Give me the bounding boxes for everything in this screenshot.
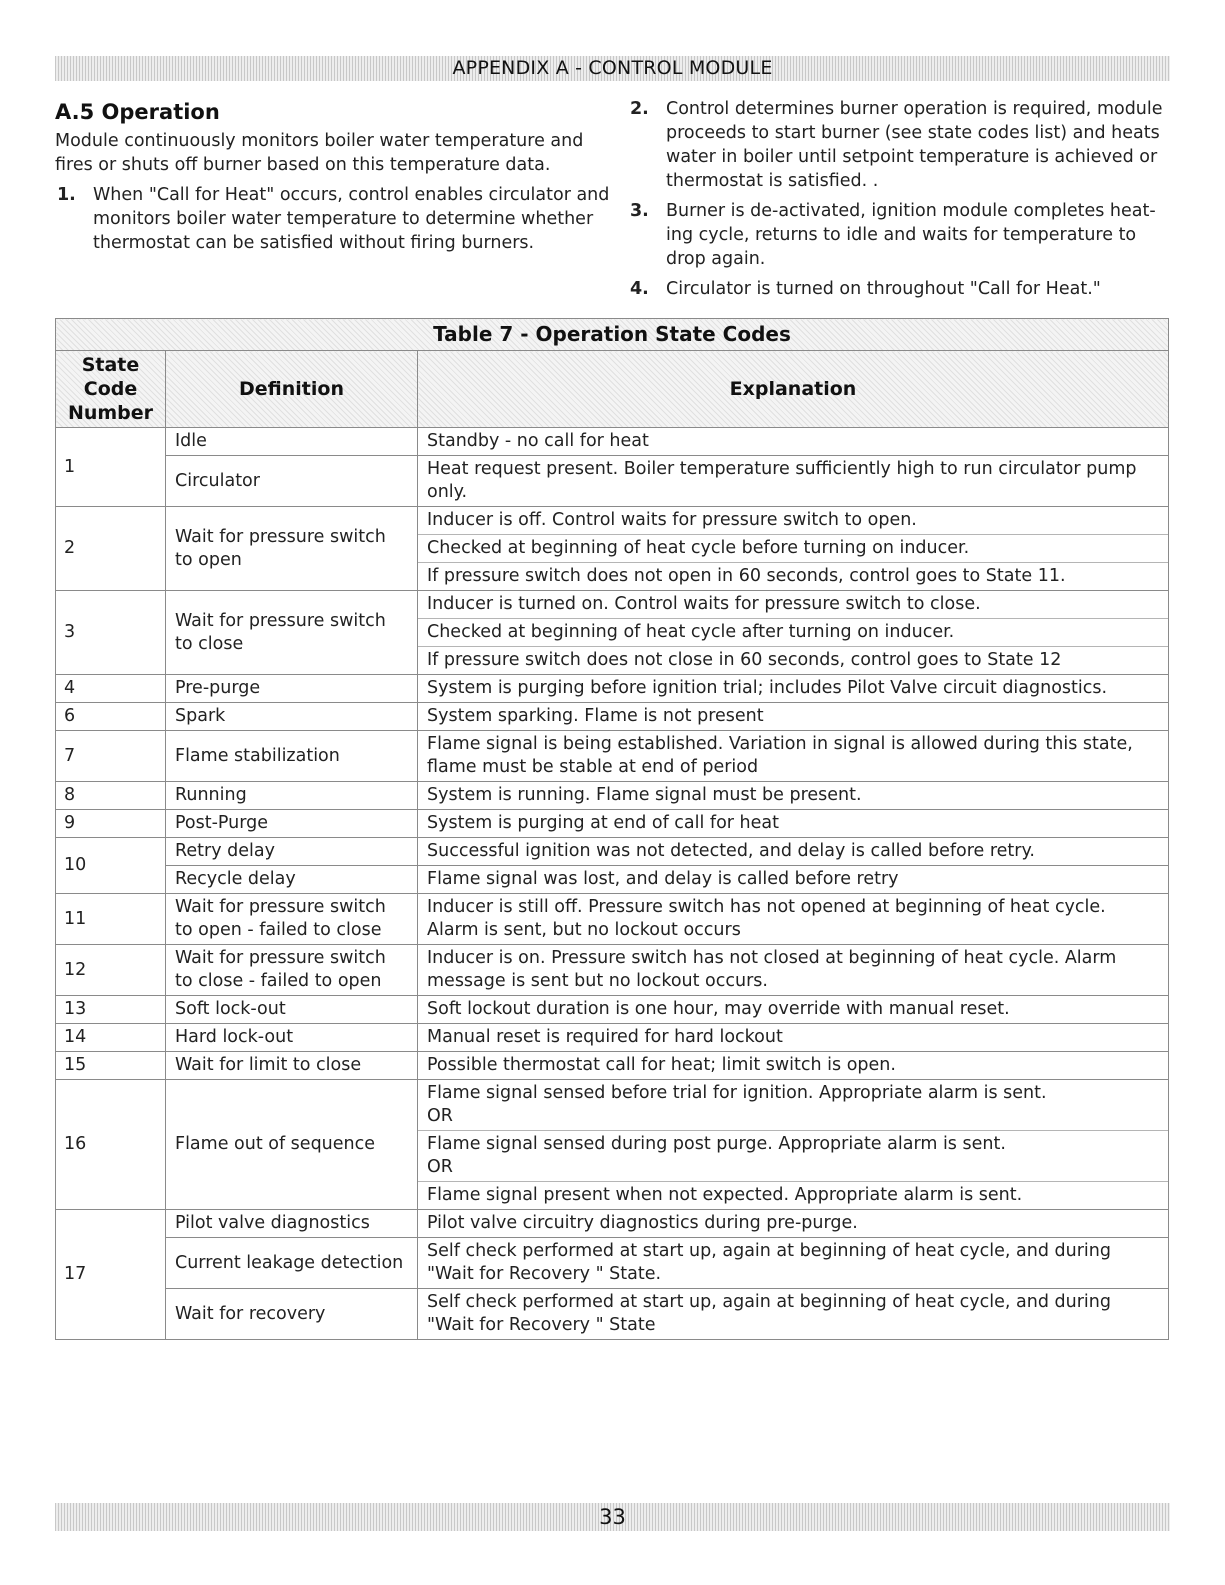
explanation-line: Flame signal present when not expected. Appropriate alarm is sent. [427, 1185, 1023, 1205]
step-number: 2. [630, 99, 649, 119]
state-code-cell: 4 [56, 675, 166, 703]
explanation-cell: Successful ignition was not detected, and delay is called before retry. [418, 838, 1169, 866]
explanation-line: Checked at beginning of heat cycle after turning on inducer. [418, 619, 1168, 647]
explanation-text: Flame signal sensed during post purge. Appropriate alarm is sent. [427, 1134, 1006, 1154]
state-code-cell: 17 [56, 1210, 166, 1340]
state-code-cell: 11 [56, 894, 166, 945]
table-row [56, 810, 1169, 838]
explanation-cell: Flame signal was lost, and delay is called before retry [418, 866, 1169, 894]
definition-cell: Circulator [166, 456, 418, 507]
explanation-line: If pressure switch does not open in 60 seconds, control goes to State 11. [427, 566, 1066, 586]
explanation-cell: System is purging at end of call for heat [418, 810, 1169, 838]
table-row [56, 1024, 1169, 1052]
explanation-cell: Standby - no call for heat [418, 428, 1169, 456]
definition-cell: Wait for pressure switch to close [166, 591, 418, 675]
explanation-cell: Inducer is still off. Pressure switch has not opened at beginning of heat cycle. Alarm is sent, but no lockout occurs [418, 894, 1169, 945]
table-row [56, 731, 1169, 782]
definition-cell: Pilot valve diagnostics [166, 1210, 418, 1238]
state-code-cell: 16 [56, 1080, 166, 1210]
or-text: OR [427, 1106, 453, 1126]
step-1 [55, 183, 615, 255]
definition-cell: Flame stabilization [166, 731, 418, 782]
table-row [56, 945, 1169, 996]
explanation-line: Inducer is turned on. Control waits for pressure switch to close. [418, 591, 1168, 619]
state-code-cell: 2 [56, 507, 166, 591]
state-code-cell: 9 [56, 810, 166, 838]
step-number: 3. [630, 201, 649, 221]
explanation-cell [418, 1080, 1169, 1210]
step-text: When "Call for Heat" occurs, control enables circulator and monitors boiler water temperature to determine whether thermostat can be satisfied without firing burners. [93, 185, 610, 253]
explanation-cell: Heat request present. Boiler temperature sufficiently high to run circulator pump only. [418, 456, 1169, 507]
state-code-cell: 12 [56, 945, 166, 996]
explanation-line: If pressure switch does not close in 60 seconds, control goes to State 12 [427, 650, 1062, 670]
table-row [56, 782, 1169, 810]
state-code-cell: 1 [56, 428, 166, 507]
state-code-cell: 14 [56, 1024, 166, 1052]
step-number: 1. [57, 185, 76, 205]
definition-cell: Wait for pressure switch to open [166, 507, 418, 591]
appendix-header-band [55, 56, 1170, 81]
page-number: 33 [599, 1505, 626, 1529]
explanation-cell: Self check performed at start up, again at beginning of heat cycle, and during "Wait for Recovery " State [418, 1289, 1169, 1340]
table-row [56, 703, 1169, 731]
explanation-cell: System is running. Flame signal must be present. [418, 782, 1169, 810]
state-code-cell: 10 [56, 838, 166, 894]
section-title: A.5 Operation [55, 100, 220, 124]
state-code-cell: 6 [56, 703, 166, 731]
table-row [56, 1052, 1169, 1080]
explanation-cell: Flame signal is being established. Variation in signal is allowed during this state, flame must be stable at end of period [418, 731, 1169, 782]
table-row [56, 1080, 1169, 1210]
explanation-cell: Manual reset is required for hard lockout [418, 1024, 1169, 1052]
definition-cell: Wait for recovery [166, 1289, 418, 1340]
definition-cell: Hard lock-out [166, 1024, 418, 1052]
definition-cell: Post-Purge [166, 810, 418, 838]
table-row [56, 428, 1169, 456]
definition-cell: Wait for limit to close [166, 1052, 418, 1080]
state-code-cell: 13 [56, 996, 166, 1024]
table-row [56, 1289, 1169, 1340]
definition-cell: Pre-purge [166, 675, 418, 703]
table-row [56, 838, 1169, 866]
explanation-cell: Soft lockout duration is one hour, may override with manual reset. [418, 996, 1169, 1024]
state-code-cell: 15 [56, 1052, 166, 1080]
table-row [56, 507, 1169, 591]
explanation-cell [418, 591, 1169, 675]
appendix-title: APPENDIX A - CONTROL MODULE [452, 57, 773, 79]
step-number: 4. [630, 279, 649, 299]
table-row [56, 894, 1169, 945]
explanation-line: Inducer is off. Control waits for pressure switch to open. [418, 507, 1168, 535]
explanation-cell: Pilot valve circuitry diagnostics during pre-purge. [418, 1210, 1169, 1238]
explanation-cell [418, 507, 1169, 591]
definition-cell: Wait for pressure switch to open - failed to close [166, 894, 418, 945]
table-row [56, 591, 1169, 675]
explanation-line: Checked at beginning of heat cycle before turning on inducer. [418, 535, 1168, 563]
explanation-cell: System is purging before ignition trial; includes Pilot Valve circuit diagnostics. [418, 675, 1169, 703]
definition-cell: Recycle delay [166, 866, 418, 894]
state-code-cell: 8 [56, 782, 166, 810]
header-explanation: Explanation [418, 351, 1169, 428]
step-text: Control determines burner operation is required, module proceeds to start burner (see state codes list) and heats water in boiler until setpoint temperature is achieved or thermostat is satisfied. . [666, 99, 1163, 191]
table-row [56, 866, 1169, 894]
header-state-code: State Code Number [56, 351, 166, 428]
definition-cell: Spark [166, 703, 418, 731]
table-row [56, 675, 1169, 703]
definition-cell: Retry delay [166, 838, 418, 866]
page-footer-band [55, 1503, 1170, 1531]
step-text: Circulator is turned on throughout "Call for Heat." [666, 279, 1101, 299]
explanation-line [418, 1080, 1168, 1131]
definition-cell: Running [166, 782, 418, 810]
table-row [56, 1238, 1169, 1289]
table-caption: Table 7 - Operation State Codes [56, 319, 1169, 351]
definition-cell: Flame out of sequence [166, 1080, 418, 1210]
step-2 [628, 97, 1173, 193]
definition-cell: Idle [166, 428, 418, 456]
table-row [56, 456, 1169, 507]
definition-cell: Soft lock-out [166, 996, 418, 1024]
section-intro: Module continuously monitors boiler water temperature and fires or shuts off burner based on this temperature data. [55, 131, 584, 175]
step-text: Burner is de-activated, ignition module completes heat-ing cycle, returns to idle and waits for temperature to drop again. [666, 201, 1156, 269]
left-column [55, 97, 615, 261]
state-code-cell: 3 [56, 591, 166, 675]
explanation-cell: Self check performed at start up, again at beginning of heat cycle, and during "Wait for Recovery " State. [418, 1238, 1169, 1289]
explanation-cell: Inducer is on. Pressure switch has not closed at beginning of heat cycle. Alarm message is sent but no lockout occurs. [418, 945, 1169, 996]
table-row [56, 1210, 1169, 1238]
explanation-line [418, 1131, 1168, 1182]
definition-cell: Current leakage detection [166, 1238, 418, 1289]
or-text: OR [427, 1157, 453, 1177]
state-code-cell: 7 [56, 731, 166, 782]
definition-cell: Wait for pressure switch to close - failed to open [166, 945, 418, 996]
step-3 [628, 199, 1173, 271]
header-definition: Definition [166, 351, 418, 428]
explanation-text: Flame signal sensed before trial for ignition. Appropriate alarm is sent. [427, 1083, 1047, 1103]
step-4 [628, 277, 1173, 301]
right-column [628, 97, 1173, 307]
explanation-cell: System sparking. Flame is not present [418, 703, 1169, 731]
table-row [56, 996, 1169, 1024]
operation-state-codes-table [55, 318, 1169, 1340]
explanation-cell: Possible thermostat call for heat; limit switch is open. [418, 1052, 1169, 1080]
